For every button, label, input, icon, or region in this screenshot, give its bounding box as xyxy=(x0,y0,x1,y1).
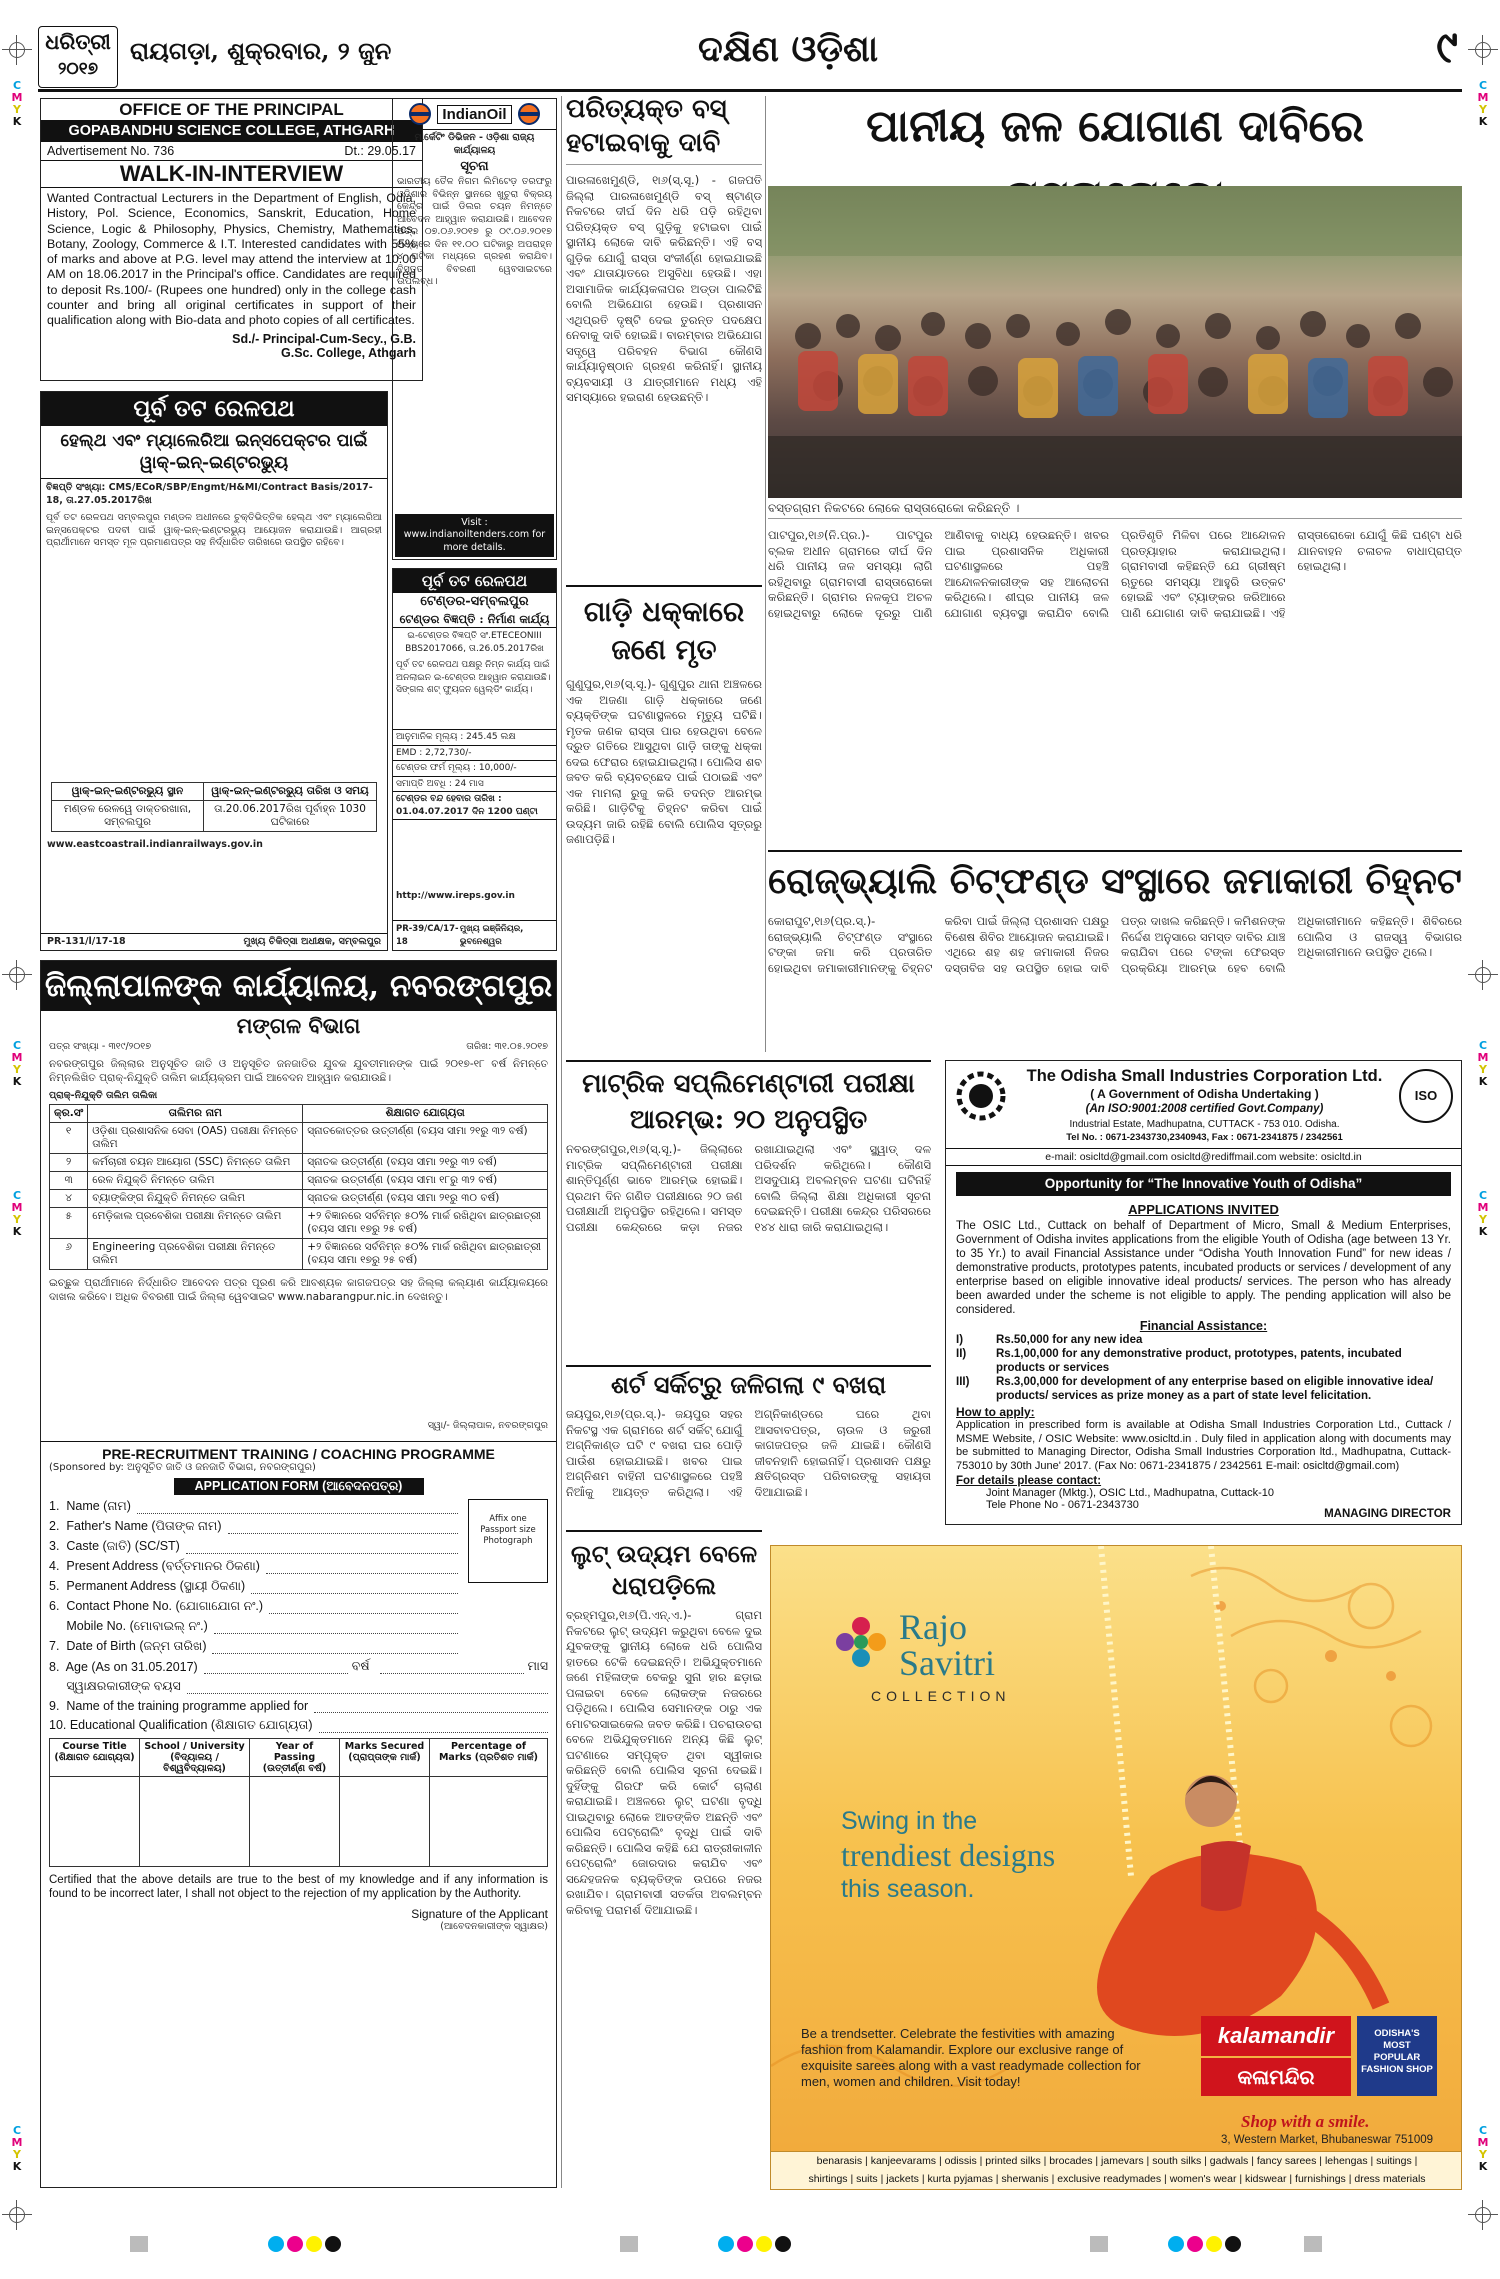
story-accident-headline-1: ଗାଡ଼ି ଧକ୍କାରେ xyxy=(566,585,762,631)
training-cell-qual: ସ୍ନାତକ ଉତ୍ତୀର୍ଣ୍ଣ (ବୟସ ସୀମା ୨୧ରୁ ୩୨ ବର୍ଷ) xyxy=(303,1154,548,1172)
eastcoast-health-website[interactable]: www.eastcoastrail.indianrailways.gov.in xyxy=(47,839,263,850)
osic-email[interactable]: e-mail: osicltd@gmail.com osicltd@rediffmail.com website: osicltd.in xyxy=(946,1149,1461,1166)
osic-items xyxy=(946,1333,1461,1403)
story-short-circuit-body: ଜୟପୁର,୧ା୬(ପ୍ର.ସ୍.)- ଜୟପୁର ସହର ନିକଟସ୍ଥ ଏକ ଗ୍ରାମରେ ଶର୍ଟ ସର୍କିଟ୍ ଯୋଗୁଁ ଅଗ୍ନିକାଣ୍ଡ ଘଟି ୯ ବଖରା ଘର ପୋଡ଼ି ପାଉଁଶ ହୋଇଯାଇଛି। ଖବର ପାଇ ଅଗ୍ନିଶମ ବାହିନୀ ଘଟଣାସ୍ଥଳରେ ପହଞ୍ଚି ନିଆଁକୁ ଆୟତ୍ତ କରିଥିଲା। ଏହି ଅଗ୍ନିକାଣ୍ଡରେ ଘରେ ଥିବା ଆସବାବପତ୍ର, ଚାଉଳ ଓ ଜରୁରୀ କାଗଜପତ୍ର ଜଳି ଯାଇଛି। କୌଣସି ଜୀବନହାନି ହୋଇନାହିଁ। ପ୍ରଶାସନ ପକ୍ଷରୁ କ୍ଷତିଗ୍ରସ୍ତ ପରିବାରଙ୍କୁ ସହାୟତା ଦିଆଯାଇଛି। xyxy=(566,1407,931,1499)
nabarangpur-body2: ଇଚ୍ଛୁକ ପ୍ରାର୍ଥୀମାନେ ନିର୍ଦ୍ଧାରିତ ଆବେଦନ ପତ୍ର ପୂରଣ କରି ଆବଶ୍ୟକ କାଗଜପତ୍ର ସହ ଜିଲ୍ଲା କଲ୍ୟାଣ କାର୍ଯ୍ୟାଳୟରେ ଦାଖଲ କରିବେ। ଅଧିକ ବିବରଣୀ ପାଇଁ ଜିଲ୍ଲା ୱେବସାଇଟ www.nabarangpur.nic.in ଦେଖନ୍ତୁ। xyxy=(49,1277,548,1303)
rajo-savitri-collection: COLLECTION xyxy=(871,1688,1011,1704)
training-cell-name: ମେଡ଼ିକାଲ ପ୍ରବେଶିକା ପରୀକ୍ଷା ନିମନ୍ତେ ତାଲିମ xyxy=(88,1208,303,1239)
form-field-label: 8. Age (As on 31.05.2017) xyxy=(49,1660,198,1674)
form-field-input[interactable] xyxy=(228,1522,459,1534)
training-cell-name: କର୍ମଚାରୀ ଚୟନ ଆୟୋଗ (SSC) ନିମନ୍ତେ ତାଲିମ xyxy=(88,1154,303,1172)
form-field-input[interactable] xyxy=(251,1582,458,1594)
training-cell-sl: ୬ xyxy=(50,1239,88,1270)
nabarangpur-refline xyxy=(41,1041,556,1054)
eastcoast-health-footer xyxy=(41,933,387,951)
photo-box[interactable]: Affix one Passport size Photograph xyxy=(468,1499,548,1583)
eastcoast-tender-website[interactable]: http://www.ireps.gov.in xyxy=(396,891,515,901)
form-title: PRE-RECRUITMENT TRAINING / COACHING PROGRAMME xyxy=(102,1445,495,1462)
story-loot-body: ବ୍ରହ୍ମପୁର,୧ା୬(ପି.ଏନ୍.ଏ.)- ଗ୍ରାମ ନିକଟରେ ଲୁଟ୍ ଉଦ୍ୟମ କରୁଥିବା ବେଳେ ଦୁଇ ଯୁବକଙ୍କୁ ସ୍ଥାନୀୟ ଲୋକେ ଧରି ପୋଲିସ ହାତରେ ଟେକି ଦେଇଛନ୍ତି। ଅଭିଯୁକ୍ତମାନେ ଜଣେ ମହିଳାଙ୍କ ବେକରୁ ସୁନା ହାର ଛଡ଼ାଇ ପଳାଇବା ବେଳେ ଲୋକଙ୍କ ନଜରରେ ପଡ଼ିଥିଲେ। ପୋଲିସ ସେମାନଙ୍କ ଠାରୁ ଏକ ମୋଟରସାଇକେଲ ଜବତ କରିଛି। ପଚରାଉଚରା ବେଳେ ଅଭିଯୁକ୍ତମାନେ ଅନ୍ୟ କିଛି ଲୁଟ୍ ଘଟଣାରେ ସମ୍ପୃକ୍ତ ଥିବା ସ୍ୱୀକାର କରିଛନ୍ତି ବୋଲି ପୋଲିସ ସୂଚନା ଦେଇଛି। ଦୁହିଁଙ୍କୁ ଗିରଫ କରି କୋର୍ଟ ଚାଲାଣ କରାଯାଇଛି। ଅଞ୍ଚଳରେ ଲୁଟ୍ ଘଟଣା ବୃଦ୍ଧି ପାଇଥିବାରୁ ଲୋକେ ଆତଙ୍କିତ ଅଛନ୍ତି ଏବଂ ପୋଲିସ ପେଟ୍ରୋଲିଂ ବୃଦ୍ଧି ପାଇଁ ଦାବି କରିଛନ୍ତି। ପୋଲିସ କହିଛି ଯେ ରାତ୍ରୀକାଳୀନ ପେଟ୍ରୋଲିଂ ଜୋରଦାର କରାଯିବ ଏବଂ ସନ୍ଦେହଜନକ ବ୍ୟକ୍ତିଙ୍କ ଉପରେ ନଜର ରଖାଯିବ। ଗ୍ରାମବାସୀ ସତର୍କତା ଅବଲମ୍ବନ କରିବାକୁ ପରାମର୍ଶ ଦିଆଯାଇଛି। xyxy=(566,1608,762,1917)
eastcoast-tender-closing: ଟେଣ୍ଡର ବନ୍ଦ ହେବାର ତାରିଖ : 01.04.07.2017 ଦିନ 1200 ଘଣ୍ଟା xyxy=(393,791,556,820)
training-cell-name: Engineering ପ୍ରବେଶିକା ପରୀକ୍ଷା ନିମନ୍ତେ ତାଲିମ xyxy=(88,1239,303,1270)
training-row xyxy=(50,1154,548,1172)
osic-item-number: II) xyxy=(956,1348,967,1360)
eastcoast-health-table-head-place: ୱାକ୍-ଇନ୍-ଇଣ୍ଟରଭ୍ୟୁ ସ୍ଥାନ xyxy=(52,783,204,801)
form-field-input[interactable] xyxy=(187,1682,548,1694)
story-loot-headline-1: ଲୁଟ୍ ଉଦ୍ୟମ ବେଳେ xyxy=(566,1530,762,1570)
form-field-label: 5. Permanent Address (ସ୍ଥାୟୀ ଠିକଣା) xyxy=(49,1579,246,1593)
story-accident-body: ଗୁଣୁପୁର,୧ା୬(ସ୍.ସୂ.)- ଗୁଣୁପୁର ଥାନା ଅଞ୍ଚଳରେ ଏକ ଅଜଣା ଗାଡ଼ି ଧକ୍କାରେ ଜଣେ ବ୍ୟକ୍ତିଙ୍କ ଘଟଣାସ୍ଥଳରେ ମୃତ୍ୟୁ ଘଟିଛି। ମୃତକ ଜଣକ ରାସ୍ତା ପାର ହେଉଥିବା ବେଳେ ଦ୍ରୁତ ଗତିରେ ଆସୁଥିବା ଗାଡ଼ି ତାଙ୍କୁ ଧକ୍କା ଦେଇ ଫେରାର ହୋଇଯାଇଥିଲା। ପୋଲିସ ଶବ ଜବତ କରି ବ୍ୟବଚ୍ଛେଦ ପାଇଁ ପଠାଇଛି ଏବଂ ଏକ ମାମଲା ରୁଜୁ କରି ତଦନ୍ତ ଆରମ୍ଭ କରିଛି। ଗାଡ଼ିଟିକୁ ଚିହ୍ନଟ କରିବା ପାଇଁ ଉଦ୍ୟମ ଜାରି ରହିଛି ବୋଲି ପୋଲିସ ସୂତ୍ରରୁ ଜଣାପଡ଼ିଛି। xyxy=(566,677,762,846)
training-cell-qual: +୨ ବିଜ୍ଞାନରେ ସର୍ବନିମ୍ନ ୫୦% ମାର୍କ ରଖିଥିବା ଛାତ୍ରଛାତ୍ରୀ (ବୟସ ସୀମା ୧୭ରୁ ୨୫ ବର୍ଷ) xyxy=(303,1239,548,1270)
form-field-row xyxy=(49,1699,548,1713)
indianoil-header xyxy=(393,99,556,130)
indianoil-brand: IndianOil xyxy=(437,105,511,124)
flower-logo-icon xyxy=(831,1612,891,1672)
column-rule xyxy=(765,96,766,1052)
kalamandir-badge: ODISHA'S MOST POPULAR FASHION SHOP xyxy=(1357,2016,1437,2096)
osic-howto-head: How to apply: xyxy=(956,1405,1035,1419)
edu-th-year: Year of Passing (ଉତ୍ତୀର୍ଣ୍ଣ ବର୍ଷ) xyxy=(250,1739,340,1777)
gopabandhu-adv-no: Advertisement No. 736 xyxy=(47,144,175,158)
masthead-logo-block xyxy=(38,26,118,88)
nabarangpur-ref-date: ତାରିଖ: ୩୧.୦୫.୨୦୧୭ xyxy=(466,1041,548,1052)
gopabandhu-ad xyxy=(40,98,423,381)
eastcoast-tender-doc: ଟେଣ୍ଡର ଫର୍ମ ମୂଲ୍ୟ : 10,000/- xyxy=(393,760,556,776)
form-field-label: Mobile No. (ମୋବାଇଲ୍ ନଂ.) xyxy=(49,1619,208,1633)
registration-mark-icon xyxy=(1468,960,1498,990)
indianoil-body: ଭାରତୀୟ ତୈଳ ନିଗମ ଲିମିଟେଡ଼ ତରଫରୁ ଓଡ଼ିଶାର ବିଭିନ୍ନ ସ୍ଥାନରେ ଖୁଚୁରା ବିକ୍ରୟ କେନ୍ଦ୍ର ପାଇଁ ଡିଲର ଚୟନ ନିମନ୍ତେ ଆବେଦନ ଆହ୍ୱାନ କରାଯାଉଛି। ଆବେଦନ ପତ୍ର ୦୭.୦୬.୨୦୧୭ ରୁ ୦୯.୦୬.୨୦୧୭ ମଧ୍ୟରେ ଦିନ ୧୧.୦୦ ଘଟିକାରୁ ଅପରାହ୍ନ ୪ ଘଟିକା ମଧ୍ୟରେ ଗ୍ରହଣ କରାଯିବ। ବିସ୍ତୃତ ବିବରଣୀ ୱେବସାଇଟରେ ଉପଲବ୍ଧ। xyxy=(397,176,552,287)
form-field-label: 3. Caste (ଜାତି) (SC/ST) xyxy=(49,1539,180,1553)
form-field-input[interactable] xyxy=(212,1642,458,1654)
rajo-savitri-brand-2: Savitri xyxy=(899,1643,995,1683)
osic-banner: Opportunity for “The Innovative Youth of Odisha” xyxy=(956,1172,1451,1196)
cmyk-strip: C M Y K xyxy=(1477,1189,1489,1238)
colour-bar xyxy=(1090,2236,1430,2256)
age-unit-months: ମାସ xyxy=(527,1659,548,1673)
eastcoast-tender-ad xyxy=(392,568,557,951)
story-accident-headline-2: ଜଣେ ମୃତ xyxy=(611,633,717,666)
osic-phones: Tel No. : 0671-2343730,2340943, Fax : 0671-2341875 / 2342561 xyxy=(1066,1132,1343,1143)
gopabandhu-sign2: G.Sc. College, Athgarh xyxy=(281,345,416,360)
kalamandir-slogan: Shop with a smile. xyxy=(1241,2112,1370,2131)
form-signature: Signature of the Applicant xyxy=(411,1907,548,1921)
form-field-row xyxy=(49,1659,548,1674)
eastcoast-tender-ref: ଇ-ଟେଣ୍ଡର ବିଜ୍ଞପ୍ତି ସଂ.ETECEONIII BBS2017066, ତା.26.05.2017ରିଖ xyxy=(405,631,544,654)
newspaper-logo: ଧରିତ୍ରୀ xyxy=(45,29,111,54)
nabarangpur-intro: ନବରଙ୍ଗପୁର ଜିଲ୍ଲାର ଅନୁସୂଚିତ ଜାତି ଓ ଅନୁସୂଚିତ ଜନଜାତିର ଯୁବକ ଯୁବତୀମାନଙ୍କ ପାଇଁ ୨୦୧୭-୧୮ ବର୍ଷ ନିମନ୍ତେ ନିମ୍ନଲିଖିତ ପ୍ରାକ୍-ନିଯୁକ୍ତି ତାଲିମ କାର୍ଯ୍ୟକ୍ରମ ପାଇଁ ଆବେଦନ ଆହ୍ୱାନ କରାଯାଉଛି। xyxy=(49,1057,548,1084)
nabarangpur-subtitle: ମଙ୍ଗଳ ବିଭାଗ xyxy=(236,1013,361,1038)
cmyk-strip: C M Y K xyxy=(1477,79,1489,128)
edu-th-school: School / University (ବିଦ୍ୟାଳୟ / ବିଶ୍ୱବିଦ୍ୟାଳୟ) xyxy=(140,1739,250,1777)
eastcoast-health-sign: ମୁଖ୍ୟ ଚିକିତ୍ସା ଅଧୀକ୍ଷକ, ସମ୍ବଲପୁର xyxy=(243,935,381,947)
kalamandir-body: Be a trendsetter. Celebrate the festivities with amazing fashion from Kalamandir. Explore our exclusive range of exquisite sarees along with a vast readymade collection for men, women and children. Visit today! xyxy=(801,2026,1141,2089)
story-bus-headline-1: ପରିତ୍ୟକ୍ତ ବସ୍ xyxy=(566,94,727,124)
story-water-body: ପାଟପୁର,୧ା୬(ନି.ପ୍ର.)- ପାଟପୁର ବ୍ଲକ ଅଧୀନ ଗ୍ରାମରେ ଦୀର୍ଘ ଦିନ ଧରି ପାନୀୟ ଜଳ ସମସ୍ୟା ଲାଗି ରହିଥିବାରୁ ଗ୍ରାମବାସୀ ରାସ୍ତାରୋକୋ କରିଛନ୍ତି। ଗ୍ରାମର ନଳକୂପ ଅଚଳ ହୋଇଥିବାରୁ ଲୋକେ ଦୂରରୁ ପାଣି ଆଣିବାକୁ ବାଧ୍ୟ ହେଉଛନ୍ତି। ଖବର ପାଇ ପ୍ରଶାସନିକ ଅଧିକାରୀ ଘଟଣାସ୍ଥଳରେ ପହଞ୍ଚି ଆନ୍ଦୋଳନକାରୀଙ୍କ ସହ ଆଲୋଚନା କରିଥିଲେ। ଶୀଘ୍ର ପାନୀୟ ଜଳ ଯୋଗାଣ ବ୍ୟବସ୍ଥା କରାଯିବ ବୋଲି ପ୍ରତିଶୃତି ମିଳିବା ପରେ ଆନ୍ଦୋଳନ ପ୍ରତ୍ୟାହାର କରାଯାଇଥିଲା। ଗ୍ରାମବାସୀ କହିଛନ୍ତି ଯେ ଗ୍ରୀଷ୍ମ ଋତୁରେ ସମସ୍ୟା ଆହୁରି ଉତ୍କଟ ହୋଇଛି ଏବଂ ଟ୍ୟାଙ୍କର ଜରିଆରେ ପାଣି ଯୋଗାଣ ଦାବି କରାଯାଇଛି। ଏହି ରାସ୍ତାରୋକୋ ଯୋଗୁଁ କିଛି ଘଣ୍ଟା ଧରି ଯାନବାହନ ଚଳାଚଳ ବାଧାପ୍ରାପ୍ତ ହୋଇଥିଲା। xyxy=(768,528,1462,620)
cmyk-strip: C M Y K xyxy=(11,1039,23,1088)
indianoil-logo-icon xyxy=(518,103,540,125)
training-row xyxy=(50,1239,548,1270)
cmyk-strip: C M Y K xyxy=(1477,2124,1489,2173)
eastcoast-health-table-head-date: ୱାକ୍-ଇନ୍-ଇଣ୍ଟରଭ୍ୟୁ ତାରିଖ ଓ ସମୟ xyxy=(204,783,377,801)
osic-item-text: Rs.3,00,000 for development of any enterprise based on eligible innovative idea/ products/ services as prize money as a part of state level felicitation. xyxy=(996,1376,1434,1402)
gopabandhu-college-bar: GOPABANDHU SCIENCE COLLEGE, ATHGARH xyxy=(41,120,422,142)
training-cell-sl: ୫ xyxy=(50,1208,88,1239)
eastcoast-health-banner: ପୂର୍ବ ତଟ ରେଳପଥ xyxy=(41,392,387,426)
form-field-input[interactable] xyxy=(319,1721,548,1733)
story-chitfund-headline: ରୋଜ୍‌ଭ୍ୟାଲି ଚିଟ୍‌ଫଣ୍ଡ ସଂସ୍ଥାରେ ଜମାକାରୀ ଚିହ୍ନଟ xyxy=(768,850,1462,910)
edu-th-course: Course Title (ଶିକ୍ଷାଗତ ଯୋଗ୍ୟତା) xyxy=(50,1739,140,1777)
gopabandhu-sign1: Sd./- Principal-Cum-Secy., G.B. xyxy=(232,331,416,346)
osic-assistance-item xyxy=(956,1347,1451,1375)
form-field-label: 1. Name (ନାମ) xyxy=(49,1499,131,1513)
eastcoast-health-table xyxy=(51,782,377,832)
osic-address: Industrial Estate, Madhupatna, CUTTACK - 753 010. Odisha. xyxy=(1069,1119,1340,1130)
form-field-input[interactable] xyxy=(269,1602,458,1614)
eastcoast-tender-title: ଟେଣ୍ଡର-ସମ୍ବଲପୁର xyxy=(420,594,529,609)
osic-item-text: Rs.1,00,000 for any demonstrative product, prototypes, patents, incubated products or services xyxy=(996,1348,1402,1374)
training-cell-qual: +୨ ବିଜ୍ଞାନରେ ସର୍ବନିମ୍ନ ୫୦% ମାର୍କ ରଖିଥିବା ଛାତ୍ରଛାତ୍ରୀ (ବୟସ ସୀମା ୧୭ରୁ ୨୫ ବର୍ଷ) xyxy=(303,1208,548,1239)
eastcoast-tender-sign: ମୁଖ୍ୟ ଇଞ୍ଜିନିୟର, ଭୁବନେଶ୍ୱର xyxy=(459,924,524,947)
eastcoast-health-ad xyxy=(40,391,388,951)
form-field-row xyxy=(49,1639,548,1654)
training-row xyxy=(50,1123,548,1154)
osic-contact1: Joint Manager (Mktg.), OSIC Ltd., Madhupatna, Cuttack-10 xyxy=(986,1487,1274,1499)
eastcoast-tender-footer xyxy=(393,920,556,950)
form-field-row xyxy=(49,1718,548,1733)
cmyk-strip: C M Y K xyxy=(11,1189,23,1238)
kalamandir-logo-or: କଳାମନ୍ଦିର xyxy=(1201,2058,1351,2096)
story-short-circuit-headline: ଶର୍ଟ ସର୍କିଟ୍‌ରୁ ଜଳିଗଲା ୯ ବଖରା xyxy=(566,1365,931,1403)
osic-item-number: III) xyxy=(956,1376,970,1388)
indianoil-visit[interactable]: Visit : www.indianoiltenders.com for more details. xyxy=(395,514,554,558)
eastcoast-tender-emd: EMD : 2,72,730/- xyxy=(393,745,556,761)
masthead-section: ଦକ୍ଷିଣ ଓଡ଼ିଶା xyxy=(697,28,879,70)
kalamandir-address: 3, Western Market, Bhubaneswar 751009 xyxy=(1221,2134,1434,2146)
eastcoast-health-table-date: ତା.20.06.2017ରିଖ ପୂର୍ବାହ୍ନ 1030 ଘଟିକାରେ xyxy=(204,801,377,832)
cmyk-strip: C M Y K xyxy=(11,79,23,128)
edu-th-marks: Marks Secured (ପ୍ରାପ୍ତାଙ୍କ ମାର୍କ) xyxy=(340,1739,430,1777)
training-row xyxy=(50,1190,548,1208)
osic-assistance-item xyxy=(956,1375,1451,1403)
osic-title: The Odisha Small Industries Corporation Ltd. xyxy=(1026,1067,1383,1085)
masthead-dateline: ରାୟଗଡ଼ା, ଶୁକ୍ରବାର, ୨ ଜୁନ xyxy=(130,36,392,65)
story-matric-body: ନବରଙ୍ଗପୁର,୧ା୬(ସ୍.ସୂ.)- ଜିଲ୍ଲାରେ ମାଟ୍ରିକ ସପ୍ଲିମେଣ୍ଟାରୀ ପରୀକ୍ଷା ଶାନ୍ତିପୂର୍ଣ୍ଣ ଭାବେ ଆରମ୍ଭ ହୋଇଛି। ପ୍ରଥମ ଦିନ ଗଣିତ ପରୀକ୍ଷାରେ ୨୦ ଜଣ ପରୀକ୍ଷାର୍ଥୀ ଅନୁପସ୍ଥିତ ରହିଥିଲେ। ସମସ୍ତ ପରୀକ୍ଷା କେନ୍ଦ୍ରରେ କଡ଼ା ନଜର ରଖାଯାଇଥିଲା ଏବଂ ସ୍କ୍ୱାଡ୍ ଦଳ ପରିଦର୍ଶନ କରିଥିଲେ। କୌଣସି ଅସଦୁପାୟ ଅବଲମ୍ବନ ଘଟଣା ଘଟିନାହିଁ ବୋଲି ଜିଲ୍ଲା ଶିକ୍ଷା ଅଧିକାରୀ ସୂଚନା ଦେଇଛନ୍ତି। ପରୀକ୍ଷା କେନ୍ଦ୍ର ପରିସରରେ ୧୪୪ ଧାରା ଜାରି କରାଯାଇଥିଲା। xyxy=(566,1142,931,1234)
kalamandir-footer-1: benarasis | kanjeevarams | odissis | printed silks | brocades | jamevars | south silks | gadwals | fancy sarees | lehengas | suitings | xyxy=(816,2155,1418,2167)
form-sponsor: (Sponsored by: ଅନୁସୂଚିତ ଜାତି ଓ ଜନଜାତି ବିଭାଗ, ନବରଙ୍ଗପୁର) xyxy=(49,1461,316,1473)
osic-item-text: Rs.50,000 for any new idea xyxy=(996,1334,1143,1346)
story-water-caption: ବସ୍ତଗ୍ରାମ ନିକଟରେ ଲୋକେ ରାସ୍ତାରୋକୋ କରିଛନ୍ତି । xyxy=(768,502,1462,519)
nabarangpur-sign: ସ୍ୱା/- ଜିଲ୍ଲାପାଳ, ନବରଙ୍ଗପୁର xyxy=(427,1420,548,1431)
colour-bar xyxy=(620,2236,920,2256)
gopabandhu-date: Dt.: 29.05.17 xyxy=(344,144,416,158)
form-field-input[interactable] xyxy=(137,1502,458,1514)
osic-sub1: ( A Government of Odisha Undertaking ) xyxy=(1090,1087,1319,1101)
osic-assistance-item xyxy=(956,1333,1451,1347)
form-field-row xyxy=(49,1619,548,1634)
eastcoast-health-code: PR-131/l/17-18 xyxy=(47,935,126,947)
training-cell-qual: ସ୍ନାତକ ଉତ୍ତୀର୍ଣ୍ଣ (ବୟସ ସୀମା ୨୧ରୁ ୩୦ ବର୍ଷ) xyxy=(303,1190,548,1208)
training-cell-name: ଓଡ଼ିଶା ପ୍ରଶାସନିକ ସେବା (OAS) ପରୀକ୍ଷା ନିମନ୍ତେ ତାଲିମ xyxy=(88,1123,303,1154)
masthead xyxy=(38,22,1462,92)
rajo-savitri-brand-1: Rajo xyxy=(899,1607,967,1647)
training-cell-sl: ୩ xyxy=(50,1172,88,1190)
edu-th-percentage: Percentage of Marks (ପ୍ରତିଶତ ମାର୍କ) xyxy=(430,1739,548,1777)
kalamandir-logo xyxy=(1201,2016,1441,2108)
registration-mark-icon xyxy=(2,35,32,65)
education-table xyxy=(49,1738,548,1867)
form-field-input[interactable] xyxy=(266,1562,458,1574)
training-row xyxy=(50,1208,548,1239)
form-field-label: 10. Educational Qualification (ଶିକ୍ଷାଗତ ଯୋଗ୍ୟତା) xyxy=(49,1718,313,1732)
form-declaration: Certified that the above details are true to the best of my knowledge and if any information is found to be incorrect later, I shall not object to the rejection of my application by the Authority. xyxy=(49,1874,548,1900)
osic-body: The OSIC Ltd., Cuttack on behalf of Department of Micro, Small & Medium Enterprises, Government of Odisha invites applications from the eligible Youth of Odisha (age between 13 Yr. to 35 Yr.) to avail Financial Assistance under “Odisha Youth Innovation Fund” for new ideas / demonstrative products, prototypes patents, incubated products or services / development of any enterprise based on eligible innovative ideal products/ services. The person who has already been awarded under the scheme is not eligible to apply. The pending application will also be considered. xyxy=(956,1220,1451,1316)
eastcoast-tender-subtitle: ଟେଣ୍ଡର ବିଜ୍ଞପ୍ତି : ନିର୍ମାଣ କାର୍ଯ୍ୟ xyxy=(393,611,556,628)
story-water xyxy=(768,92,1462,852)
story-bus-body: ପାରଳାଖେମୁଣ୍ଡି, ୧ା୬(ସ୍.ସୂ.) - ଗଜପତି ଜିଲ୍ଲା ପାରଳାଖେମୁଣ୍ଡି ବସ୍ ଷ୍ଟାଣ୍ଡ ନିକଟରେ ଦୀର୍ଘ ଦିନ ଧରି ପଡ଼ି ରହିଥିବା ପରିତ୍ୟକ୍ତ ବସ୍ ଗୁଡ଼ିକୁ ହଟାଇବା ପାଇଁ ସ୍ଥାନୀୟ ଲୋକେ ଦାବି କରିଛନ୍ତି। ଏହି ବସ୍ ଗୁଡ଼ିକ ଯୋଗୁଁ ରାସ୍ତା ସଂକୀର୍ଣ୍ଣ ହୋଇଯାଇଛି ଏବଂ ଯାତାୟାତରେ ଅସୁବିଧା ହେଉଛି। ଏହା ଅସାମାଜିକ କାର୍ଯ୍ୟକଳାପର ଅଡ୍ଡା ପାଲଟିଛି ବୋଲି ଅଭିଯୋଗ ହେଉଛି। ପ୍ରଶାସନ ଏଥିପ୍ରତି ଦୃଷ୍ଟି ଦେଇ ତୁରନ୍ତ ପଦକ୍ଷେପ ନେବାକୁ ଦାବି ହୋଇଛି। ବାରମ୍ବାର ଅଭିଯୋଗ ସତ୍ତ୍ୱେ ପରିବହନ ବିଭାଗ କୌଣସି କାର୍ଯ୍ୟାନୁଷ୍ଠାନ ଗ୍ରହଣ କରିନାହିଁ। ସ୍ଥାନୀୟ ବ୍ୟବସାୟୀ ଓ ଯାତ୍ରୀମାନେ ମଧ୍ୟ ଏହି ସମସ୍ୟାରେ ହଇରାଣ ହେଉଛନ୍ତି। xyxy=(566,173,762,404)
osic-sign: MANAGING DIRECTOR xyxy=(1324,1508,1451,1520)
form-field-label: 9. Name of the training programme applied for xyxy=(49,1699,309,1713)
indianoil-ad xyxy=(392,98,557,560)
kalamandir-logo-en: kalamandir xyxy=(1201,2016,1351,2056)
osic-ad xyxy=(945,1060,1462,1525)
training-cell-sl: ୨ xyxy=(50,1154,88,1172)
application-form xyxy=(41,1441,556,1938)
cmyk-strip: C M Y K xyxy=(11,2124,23,2173)
training-cell-name: ରେଳ ନିଯୁକ୍ତି ନିମନ୍ତେ ତାଲିମ xyxy=(88,1172,303,1190)
kalamandir-ad xyxy=(770,1545,1462,2190)
eastcoast-health-ref: ବିଜ୍ଞପ୍ତି ସଂଖ୍ୟା: CMS/ECoR/SBP/Engmt/H&MI/Contract Basis/2017-18, ତା.27.05.2017ରିଖ xyxy=(46,482,373,506)
kalamandir-footer xyxy=(771,2151,1462,2189)
form-field-row xyxy=(49,1679,548,1694)
form-field-label: 2. Father's Name (ପିତାଙ୍କ ନାମ) xyxy=(49,1519,222,1533)
form-field-row xyxy=(49,1599,548,1614)
story-chitfund-body: କୋରାପୁଟ,୧ା୬(ପ୍ର.ସ୍.)- ରୋଜ୍‌ଭ୍ୟାଲି ଚିଟ୍‌ଫଣ୍ଡ ସଂସ୍ଥାରେ ଟଙ୍କା ଜମା କରି ପ୍ରତାରିତ ହୋଇଥିବା ଜମାକାରୀମାନଙ୍କୁ ଚିହ୍ନଟ କରିବା ପାଇଁ ଜିଲ୍ଲା ପ୍ରଶାସନ ପକ୍ଷରୁ ବିଶେଷ ଶିବିର ଆୟୋଜନ କରାଯାଇଛି। ଏଥିରେ ଶହ ଶହ ଜମାକାରୀ ନିଜର ଦସ୍ତାବିଜ ସହ ଉପସ୍ଥିତ ହୋଇ ଦାବି ପତ୍ର ଦାଖଲ କରିଛନ୍ତି। କମିଶନଙ୍କ ନିର୍ଦ୍ଦେଶ ଅନୁସାରେ ସମସ୍ତ ଦାବିର ଯାଞ୍ଚ କରାଯିବା ପରେ ଟଙ୍କା ଫେରସ୍ତ ପ୍ରକ୍ରିୟା ଆରମ୍ଭ ହେବ ବୋଲି ଅଧିକାରୀମାନେ କହିଛନ୍ତି। ଶିବିରରେ ପୋଲିସ ଓ ରାଜସ୍ୱ ବିଭାଗର ଅଧିକାରୀମାନେ ଉପସ୍ଥିତ ଥିଲେ। xyxy=(768,914,1462,975)
age-months-input[interactable] xyxy=(380,1662,524,1674)
form-field-label: 6. Contact Phone No. (ଯୋଗାଯୋଗ ନଂ.) xyxy=(49,1599,264,1613)
gopabandhu-meta xyxy=(41,142,422,160)
nabarangpur-ref-no: ପତ୍ର ସଂଖ୍ୟା - ୩୧୯/୨୦୧୭ xyxy=(49,1041,152,1052)
story-loot-headline-2: ଧରାପଡ଼ିଲେ xyxy=(612,1571,716,1600)
eastcoast-tender-cost: ଆନୁମାନିକ ମୂଲ୍ୟ : 245.45 ଲକ୍ଷ xyxy=(393,729,556,745)
eastcoast-health-table-place: ମଣ୍ଡଳ ରେଳୱେ ଡାକ୍ତରଖାନା, ସମ୍ବଲପୁର xyxy=(52,801,204,832)
training-cell-sl: ୧ xyxy=(50,1123,88,1154)
story-matric xyxy=(566,1060,931,1360)
registration-mark-icon xyxy=(2,2200,32,2230)
training-cell-qual: ସ୍ନାତକୋତ୍ତର ଉତ୍ତୀର୍ଣ୍ଣ (ବୟସ ସୀମା ୨୧ରୁ ୩୨ ବର୍ଷ) xyxy=(303,1123,548,1154)
indianoil-logo-icon xyxy=(409,103,431,125)
nabarangpur-title: ଜିଲ୍ଲାପାଳଙ୍କ କାର୍ଯ୍ୟାଳୟ, ନବରଙ୍ଗପୁର xyxy=(41,961,556,1011)
osic-contact2: Tele Phone No - 0671-2343730 xyxy=(986,1499,1139,1511)
story-accident xyxy=(566,585,762,1055)
story-chitfund xyxy=(768,850,1462,1050)
form-field-label: 7. Date of Birth (ଜନ୍ମ ତାରିଖ) xyxy=(49,1639,207,1653)
training-cell-sl: ୪ xyxy=(50,1190,88,1208)
kalamandir-tagline-1: Swing in the xyxy=(841,1807,978,1835)
story-loot xyxy=(566,1530,762,2190)
rajo-savitri-logo xyxy=(831,1606,1071,1716)
kalamandir-footer-2: shirtings | suits | jackets | kurta pyjamas | sherwanis | exclusive readymades | women's wear | kidswear | furnishings | dress materials xyxy=(808,2173,1426,2185)
edu-empty-row[interactable] xyxy=(50,1777,548,1867)
story-matric-headline-2: ଆରମ୍ଭ: ୨୦ ଅନୁପସ୍ଥିତ xyxy=(629,1105,868,1135)
story-water-photo xyxy=(768,186,1462,498)
form-field-input[interactable] xyxy=(214,1622,458,1634)
form-field-input[interactable] xyxy=(186,1542,458,1554)
nabarangpur-training-table xyxy=(49,1104,548,1270)
story-bus-headline-2: ହଟାଇବାକୁ ଦାବି xyxy=(566,126,762,165)
osic-iso-badge: ISO xyxy=(1399,1069,1453,1123)
nabarangpur-th-qual: ଶିକ୍ଷାଗତ ଯୋଗ୍ୟତା xyxy=(303,1105,548,1123)
indianoil-heading: ମାର୍କେଟିଂ ଡିଭିଜନ - ଓଡ଼ିଶା ରାଜ୍ୟ କାର୍ଯ୍ୟାଳୟ xyxy=(414,132,535,156)
form-field-label: 4. Present Address (ବର୍ତ୍ତମାନର ଠିକଣା) xyxy=(49,1559,260,1573)
registration-mark-icon xyxy=(1468,2200,1498,2230)
nabarangpur-th-name: ତାଲିମର ନାମ xyxy=(88,1105,303,1123)
masthead-year: ୨୦୧୭ xyxy=(57,59,99,79)
eastcoast-tender-body: ପୂର୍ବ ତଟ ରେଳପଥ ପକ୍ଷରୁ ନିମ୍ନ କାର୍ଯ୍ୟ ପାଇଁ ଅନଲାଇନ ଇ-ଟେଣ୍ଡର ଆହ୍ୱାନ କରାଯାଉଛି। ସିଙ୍ଗଲ ଶଟ୍ ଫ୍ୟୁଜନ ୱେଲ୍ଡିଂ କାର୍ଯ୍ୟ। xyxy=(396,660,551,695)
eastcoast-tender-code: PR-39/CA/17-18 xyxy=(396,924,459,947)
eastcoast-tender-completion: ସମାପ୍ତି ଅବଧି : 24 ମାସ xyxy=(393,776,556,792)
column-rule xyxy=(561,96,562,2188)
gopabandhu-office: OFFICE OF THE PRINCIPAL xyxy=(119,100,344,119)
kalamandir-tagline-2: trendiest designs xyxy=(841,1837,1056,1873)
form-field-input[interactable] xyxy=(204,1662,348,1674)
indianoil-subheading: ସୂଚନା xyxy=(460,159,489,174)
age-unit-years: ବର୍ଷ xyxy=(351,1659,370,1673)
osic-contact-head: For details please contact: xyxy=(956,1475,1102,1487)
gopabandhu-title: WALK-IN-INTERVIEW xyxy=(41,160,422,188)
training-row xyxy=(50,1172,548,1190)
nabarangpur-table-title: ପ୍ରାକ୍-ନିଯୁକ୍ତି ତାଲିମ ତାଲିକା xyxy=(49,1089,158,1101)
form-field-label: ସ୍ୱାକ୍ଷରକାରୀଙ୍କ ବୟସ xyxy=(49,1679,181,1693)
eastcoast-tender-banner: ପୂର୍ବ ତଟ ରେଳପଥ xyxy=(393,569,556,593)
training-cell-qual: ସ୍ନାତକ ଉତ୍ତୀର୍ଣ୍ଣ (ବୟସ ସୀମା ୧୮ରୁ ୩୨ ବର୍ଷ) xyxy=(303,1172,548,1190)
story-water-headline: ପାନୀୟ ଜଳ ଯୋଗାଣ ଦାବିରେ xyxy=(866,101,1364,152)
cmyk-strip: C M Y K xyxy=(1477,1039,1489,1088)
osic-header xyxy=(946,1061,1461,1149)
osic-fin-head: Financial Assistance: xyxy=(1139,1319,1268,1333)
nabarangpur-table-body xyxy=(50,1123,548,1270)
crowd-photo-icon xyxy=(768,186,1462,498)
osic-item-number: I) xyxy=(956,1334,964,1346)
nabarangpur-th-sl: କ୍ର.ସଂ xyxy=(50,1105,88,1123)
kalamandir-tagline xyxy=(841,1806,1141,1904)
registration-mark-icon xyxy=(2,960,32,990)
eastcoast-health-title: ହେଲ୍‌ଥ ଏବଂ ମ୍ୟାଲେରିଆ ଇନ୍‌ସପେକ୍ଟର ପାଇଁ ୱାକ୍-ଇନ୍-ଇଣ୍ଟରଭ୍ୟୁ xyxy=(41,426,387,479)
osic-gear-logo-icon xyxy=(954,1069,1008,1123)
osic-sub2: (An ISO:9001:2008 certified Govt.Company) xyxy=(1085,1103,1324,1115)
kalamandir-tagline-3: this season. xyxy=(841,1875,975,1903)
osic-heading: APPLICATIONS INVITED xyxy=(1128,1202,1279,1217)
eastcoast-health-body: ପୂର୍ବ ତଟ ରେଳପଥ ସମ୍ବଲପୁର ମଣ୍ଡଳ ଅଧୀନରେ ଚୁକ୍ତିଭିତ୍ତିକ ହେଲ୍‌ଥ ଏବଂ ମ୍ୟାଲେରିଆ ଇନ୍‌ସପେକ୍ଟର ପଦବୀ ପାଇଁ ୱାକ୍-ଇନ୍-ଇଣ୍ଟରଭ୍ୟୁ ଆୟୋଜନ କରାଯାଉଛି। ଆଗ୍ରହୀ ପ୍ରାର୍ଥୀମାନେ ସମସ୍ତ ମୂଳ ପ୍ରମାଣପତ୍ର ସହ ନିର୍ଦ୍ଧାରିତ ତାରିଖରେ ଉପସ୍ଥିତ ରହିବେ। xyxy=(46,512,382,548)
masthead-page-number: ୯ xyxy=(1436,22,1458,73)
colour-bar xyxy=(130,2236,430,2256)
story-matric-headline-1: ମାଟ୍ରିକ ସପ୍ଲିମେଣ୍ଟାରୀ ପରୀକ୍ଷା xyxy=(566,1060,931,1102)
form-heading: APPLICATION FORM (ଆବେଦନପତ୍ର) xyxy=(174,1478,424,1495)
nabarangpur-ad xyxy=(40,960,557,2188)
form-signature-odia: (ଆବେଦନକାରୀଙ୍କ ସ୍ୱାକ୍ଷର) xyxy=(440,1921,548,1932)
registration-mark-icon xyxy=(1468,35,1498,65)
training-cell-name: ବ୍ୟାଙ୍କିଙ୍ଗ ନିଯୁକ୍ତି ନିମନ୍ତେ ତାଲିମ xyxy=(88,1190,303,1208)
gopabandhu-body: Wanted Contractual Lecturers in the Department of English, Odia, History, Pol. Science, Economics, Sanskrit, Education, Home Science, Logic & Philosophy, Physics, Chemistry, Mathematics, Botany, Zoology, Commerce & I.T. Interested candidates with 55% of marks and above at P.G. level may attend the interview at 10.00 AM on 18.06.2017 in the Principal's office. Candidates are required to deposit Rs.100/- (Rupees one hundred) only in the college cash counter and bring all original certificates in support of their qualification along with Bio-data and photo copies of all certificates. xyxy=(47,191,416,328)
form-field-input[interactable] xyxy=(314,1701,548,1713)
story-short-circuit xyxy=(566,1365,931,1525)
osic-howto: Application in prescribed form is available at Odisha Small Industries Corporation Ltd., Cuttack / MSME Website, / OSIC Website: www.osicltd.in . Duly filed in application along with documents may be submitted to Managing Director, Odisha Small Industries Corporation ltd., Madhupatna, Cuttack-753010 by 30th June' 2017. (Fax No: 0671-2341875 / 2342561 E-mail: osicltd@gmail.com) xyxy=(956,1419,1451,1472)
